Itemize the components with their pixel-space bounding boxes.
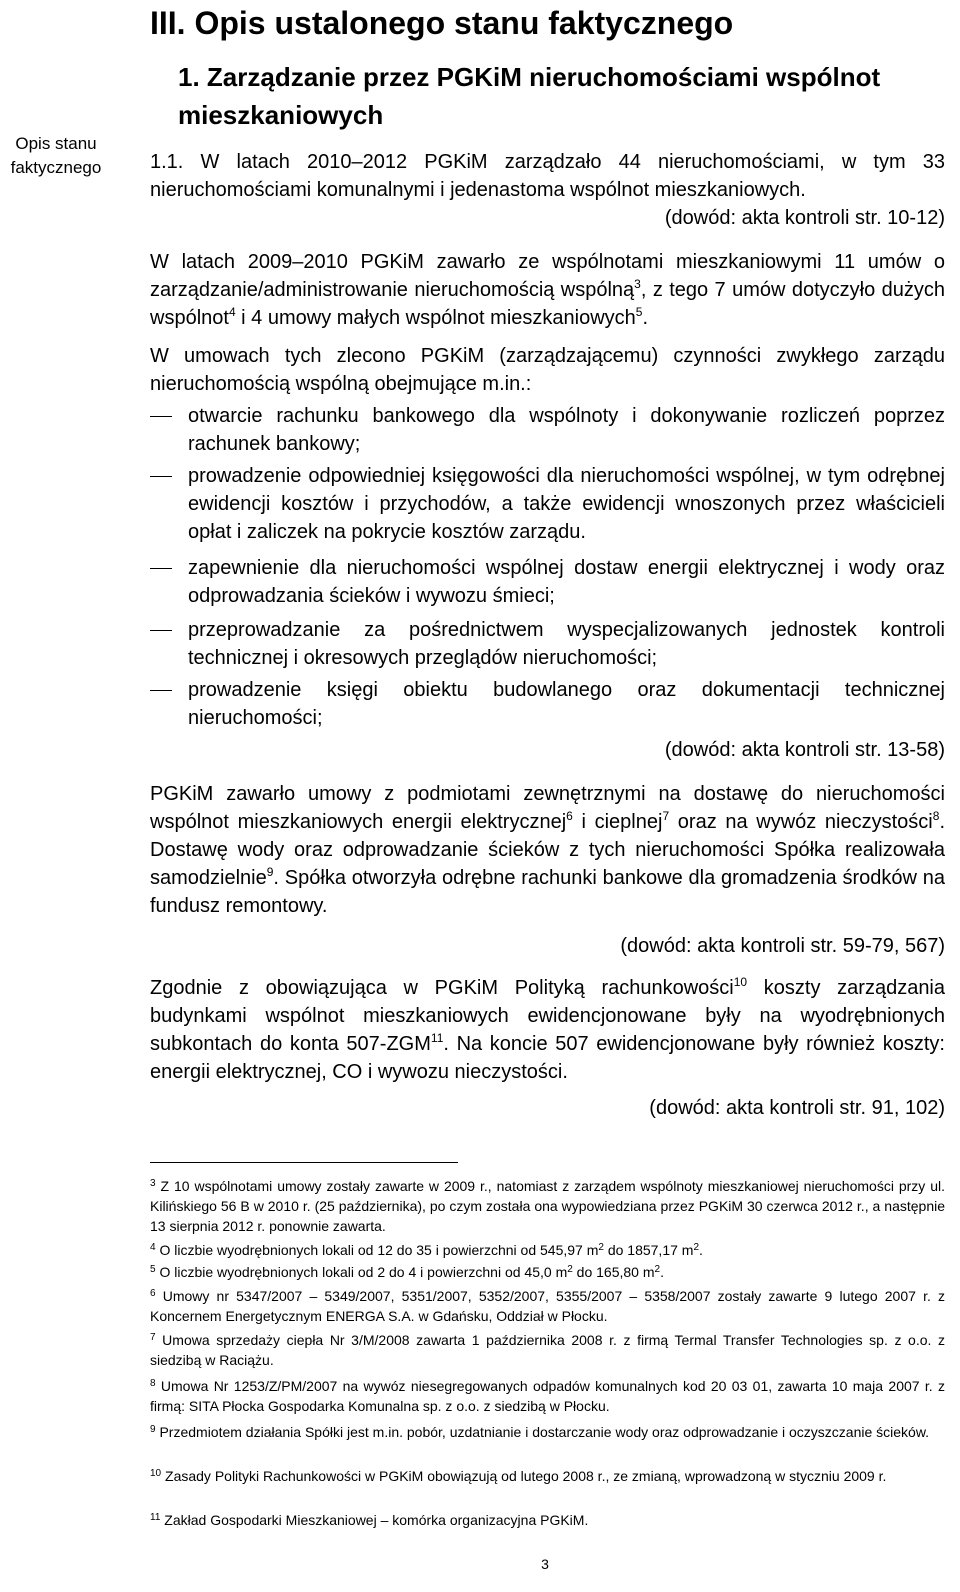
evidence-ref-1: (dowód: akta kontroli str. 10-12) [664,207,945,229]
list-item-text: prowadzenie odpowiedniej księgowości dla nieruchomości wspólnej, w tym odrębnej ewidencji kosztów i przychodów, a także ewidencji wnoszonych przez właścicieli opłat i zaliczek na pokrycie kosztów zarządu. [188,465,945,543]
footnote-3 [150,1176,945,1236]
text-segment: Zgodnie z obowiązująca w PGKiM Polityką rachunkowości [150,977,734,999]
superscript: 2 [598,1242,604,1253]
margin-note: Opis stanu faktycznego [10,134,102,177]
text-segment: i 4 umowy małych wspólnot mieszkaniowych [235,307,636,329]
text-segment: . [642,307,649,329]
footnote-number: 9 [150,1424,156,1435]
footnote-4 [150,1240,945,1260]
superscript: 2 [567,1264,573,1275]
footnote-10 [150,1466,945,1486]
paragraph-contracts [150,248,945,332]
text-segment: W latach 2009–2010 PGKiM zawarło ze wspólnotami mieszkaniowymi 11 umów o zarządzanie/administrowanie nieruchomością wspólną [150,251,945,301]
section-heading: III. Opis ustalonego stanu faktycznego [150,5,734,41]
footnote-text: O liczbie wyodrębnionych lokali od 2 do 4 i powierzchni od 45,0 m [159,1264,568,1280]
footnote-text: Zakład Gospodarki Mieszkaniowej – komórka organizacyjna PGKiM. [164,1512,589,1528]
footnote-ref[interactable]: 6 [566,809,573,823]
footnote-number: 4 [150,1242,156,1253]
footnote-ref[interactable]: 11 [430,1031,444,1045]
subsection-heading: 1. Zarządzanie przez PGKiM nieruchomościami wspólnot mieszkaniowych [178,62,881,130]
list-item-text: przeprowadzanie za pośrednictwem wyspecjalizowanych jednostek kontroli technicznej i okresowych przeglądów nieruchomości; [188,619,945,669]
footnote-text: Zasady Polityki Rachunkowości w PGKiM obowiązują od lutego 2008 r., ze zmianą, wprowadzoną w styczniu 2009 r. [165,1468,887,1484]
dash-bullet-icon [150,630,172,631]
footnote-text: . [699,1242,703,1258]
footnote-text: Umowy nr 5347/2007 – 5349/2007, 5351/2007, 5352/2007, 5355/2007 – 5358/2007 zostały zawarte 9 lutego 2007 r. z Koncernem Energetycznym ENERGA S.A. w Gdańsku, Oddział w Płocku. [150,1288,945,1324]
footnote-5 [150,1262,945,1282]
footnote-ref[interactable]: 10 [733,975,748,989]
superscript: 2 [654,1264,661,1275]
footnote-text: O liczbie wyodrębnionych lokali od 12 do 35 i powierzchni od 545,97 m [159,1242,599,1258]
evidence-ref-2: (dowód: akta kontroli str. 13-58) [664,739,945,761]
dash-bullet-icon [150,568,172,569]
footnote-text: do 1857,17 m [603,1242,694,1258]
paragraph-accounting [150,974,945,1086]
dash-bullet-icon [150,416,172,417]
footnote-9 [150,1422,945,1442]
footnote-ref[interactable]: 9 [266,865,274,879]
footnote-number: 3 [150,1178,156,1189]
footnote-number: 8 [150,1378,156,1389]
footnote-ref[interactable]: 5 [635,305,643,319]
footnote-8 [150,1376,945,1416]
text-segment: . Na koncie 507 ewidencjonowane były również koszty: energii elektrycznej, CO i wywozu nieczystości. [150,1033,945,1083]
footnote-separator [150,1162,458,1163]
text-segment: i cieplnej [572,811,663,833]
text-segment: koszty zarządzania budynkami wspólnot mieszkaniowych ewidencjonowane były na wyodrębnionych subkontach do konta 507-ZGM [150,977,946,1055]
dash-bullet-icon [150,476,172,477]
footnote-11 [150,1510,945,1530]
page-number: 3 [541,1556,549,1572]
footnote-ref[interactable]: 7 [662,809,670,823]
footnote-text: Umowa Nr 1253/Z/PM/2007 na wywóz niesegregowanych odpadów komunalnych kod 20 03 01, zawarta 10 maja 2007 r. z firmą: SITA Płocka Gospodarka Komunalna sp. z o.o. z siedzibą w Płocku. [150,1378,946,1414]
text-segment: . Dostawę wody oraz odprowadzanie ścieków z tych nieruchomości Spółka realizowała samodzielnie [150,811,945,889]
paragraph-1-1: 1.1. W latach 2010–2012 PGKiM zarządzało 44 nieruchomościami, w tym 33 nieruchomościami komunalnymi i jedenastoma wspólnot mieszkaniowych. [150,151,945,201]
text-segment: PGKiM zawarło umowy z podmiotami zewnętrznymi na dostawę do nieruchomości wspólnot mieszkaniowych energii elektrycznej [150,783,945,833]
list-item-text: zapewnienie dla nieruchomości wspólnej dostaw energii elektrycznej i wody oraz odprowadzania ścieków i wywozu śmieci; [188,557,945,607]
footnote-ref[interactable]: 3 [634,277,641,291]
paragraph-suppliers [150,780,945,920]
footnote-text: Przedmiotem działania Spółki jest m.in. pobór, uzdatnianie i dostarczanie wody oraz odprowadzanie i oczyszczanie ścieków. [159,1424,930,1440]
text-segment: , z tego 7 umów dotyczyło dużych wspólnot [150,279,945,329]
paragraph-scope: W umowach tych zlecono PGKiM (zarządzającemu) czynności zwykłego zarządu nieruchomością wspólną obejmujące m.in.: [150,345,945,395]
footnote-number: 7 [150,1332,156,1343]
footnote-number: 6 [150,1288,156,1299]
footnote-6 [150,1286,945,1326]
footnote-ref[interactable]: 8 [932,809,940,823]
evidence-ref-3: (dowód: akta kontroli str. 59-79, 567) [620,935,945,957]
footnote-text: do 165,80 m [572,1264,655,1280]
footnote-7 [150,1330,945,1370]
footnote-number: 5 [150,1264,156,1275]
list-item-text: otwarcie rachunku bankowego dla wspólnoty i dokonywanie rozliczeń poprzez rachunek bankowy; [188,405,945,455]
text-segment: . Spółka otworzyła odrębne rachunki bankowe dla gromadzenia środków na fundusz remontowy. [150,867,945,917]
dash-bullet-icon [150,690,172,691]
footnote-number: 10 [150,1468,162,1479]
superscript: 2 [693,1242,700,1253]
footnote-text: . [660,1264,664,1280]
footnote-ref[interactable]: 4 [228,305,236,319]
footnote-text: Umowa sprzedaży ciepła Nr 3/M/2008 zawarta 1 października 2008 r. z firmą Termal Transfer Technologies sp. z o.o. z siedzibą w Raciążu. [150,1332,946,1368]
footnote-text: Z 10 wspólnotami umowy zostały zawarte w 2009 r., natomiast z zarządem wspólnoty mieszkaniowej nieruchomości przy ul. Kilińskiego 56 B w 2010 r. (25 października), po czym została ona wypowiedziana przez PGKiM 30 czerwca 2012 r., a następnie 13 sierpnia 2012 r. ponownie zawarta. [150,1178,946,1234]
evidence-ref-4: (dowód: akta kontroli str. 91, 102) [649,1097,945,1119]
list-item-text: prowadzenie księgi obiektu budowlanego oraz dokumentacji technicznej nieruchomości; [188,679,945,729]
footnote-number: 11 [150,1512,161,1523]
text-segment: oraz na wywóz nieczystości [669,811,933,833]
